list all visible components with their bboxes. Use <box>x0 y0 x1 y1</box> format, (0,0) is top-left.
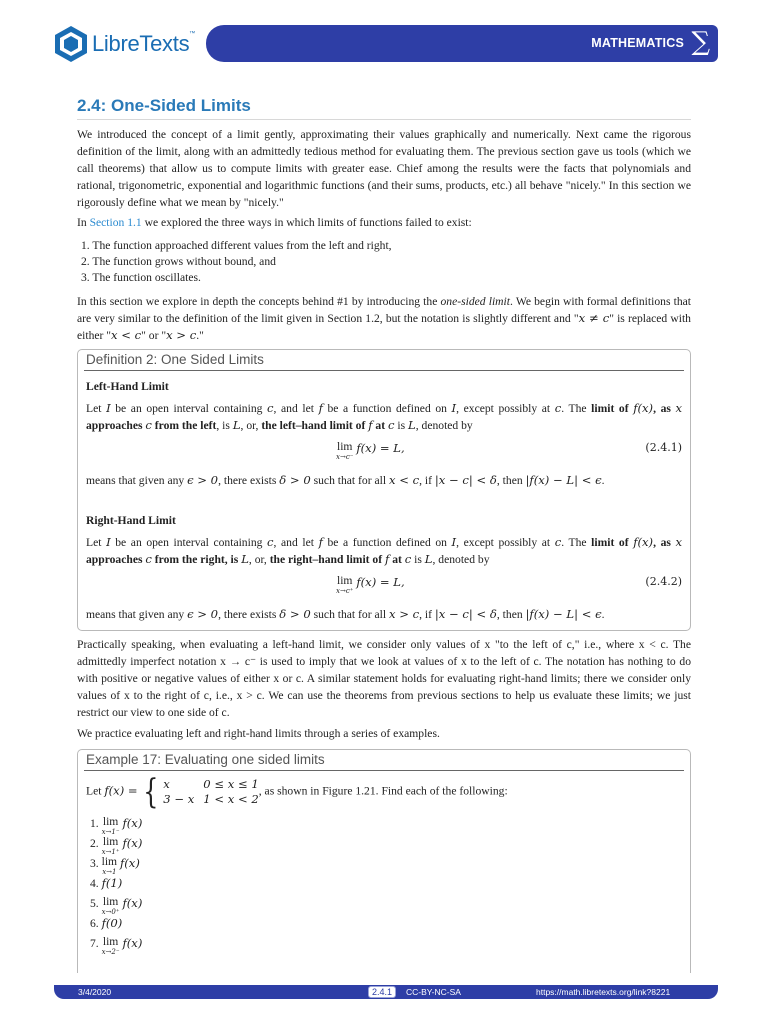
sigma-icon: ∑ <box>691 27 710 57</box>
left-hand-text: Let I be an open interval containing c, and let f be a function defined on I, except possibly at c. The limit of f(x), as x approaches c from the left, is L, or, the left–hand limit of f at c is L, denoted by <box>86 401 683 432</box>
failure-list <box>81 238 392 286</box>
practice-paragraph: We practice evaluating left and right-hand limits through a series of examples. <box>77 727 440 740</box>
intro-paragraph: We introduced the concept of a limit gently, approximating their values graphically and numerically. Next came the rigorous definition of the limit, along with an admittedly tedious method for evaluating them. The previous section gave us tools (which we call theorems) that allow us to compute limits with greater ease. Chief among the results were the facts that polynomials and rational, trigonometric, exponential and logarithmic functions (and their sums, products, etc.) all behave "nicely." In this section we rigorously define what we mean by "nicely." <box>77 128 691 209</box>
logo-text: LibreTexts™ <box>92 31 195 56</box>
source-link[interactable]: https://math.libretexts.org/link?8221 <box>536 987 671 997</box>
definition-box <box>77 349 691 631</box>
title-divider <box>77 119 691 120</box>
left-hand-equation: lim x→c⁻ f(x) = L, (2.4.1) <box>336 440 682 461</box>
footer-date: 3/4/2020 <box>78 987 112 997</box>
libretexts-hexagon-icon <box>54 25 88 63</box>
list-item: 2. The function grows without bound, and <box>81 255 276 268</box>
practical-paragraph: Practically speaking, when evaluating a left-hand limit, we consider only values of x "to the left of c," i.e., where x < c. The admittedly imperfect notation x → c⁻ is used to imply that we look at values of x to the left of c. The notation has nothing to do with positive or negative values of either x or c. A similar statement holds for evaluating right-hand limits; there we consider only values of x to the right of c, i.e., x > c. We can use the theorems from previous sections to help us evaluate these limits; we just restrict our view to one side of c. <box>77 638 691 719</box>
right-hand-heading: Right-Hand Limit <box>86 514 176 527</box>
definition-title: Definition 2: One Sided Limits <box>86 352 264 367</box>
list-item: 7. lim x→2⁻ f(x) <box>90 935 143 956</box>
list-item: 3. lim x→1 f(x) <box>90 855 140 876</box>
piecewise-definition: Let f(x) = { x 0 ≤ x ≤ 1 3 − x 1 < x < 2 , as shown in Figure 1.21. Find each of the following: <box>86 772 508 812</box>
page-title: 2.4: One-Sided Limits <box>77 96 251 115</box>
left-hand-meaning: means that given any ϵ > 0, there exists δ > 0 such that for all x < c, if |x − c| < δ, then |f(x) − L| < ϵ. <box>86 473 605 487</box>
list-item: 4. f(1) <box>90 876 123 890</box>
section-ref-paragraph: In Section 1.1 we explored the three ways in which limits of functions failed to exist: <box>77 216 472 229</box>
page-number-badge: 2.4.1 <box>368 986 396 998</box>
explore-paragraph: In this section we explore in depth the concepts behind #1 by introducing the one-sided limit. We begin with formal definitions that are very similar to the definition of the limit given in Section 1.2, but the notation is slightly different and "x ≠ c" is replaced with either "x < c" or "x > c." <box>77 295 691 342</box>
section-label: MATHEMATICS <box>591 36 684 50</box>
left-hand-heading: Left-Hand Limit <box>86 380 169 393</box>
list-item: 3. The function oscillates. <box>81 271 201 284</box>
equation-number: (2.4.2) <box>645 575 682 588</box>
list-item: 1. lim x→1⁻ f(x) <box>90 815 143 836</box>
libretexts-logo[interactable] <box>54 24 214 64</box>
right-hand-text: Let I be an open interval containing c, and let f be a function defined on I, except possibly at c. The limit of f(x), as x approaches c from the right, is L, or, the right–hand limit of f at c is L, denoted by <box>86 535 683 566</box>
section-1-1-link[interactable]: Section 1.1 <box>89 216 142 229</box>
license-label: CC-BY-NC-SA <box>406 987 461 997</box>
list-item: 6. f(0) <box>90 916 123 930</box>
list-item: 5. lim x→0⁺ f(x) <box>90 895 143 916</box>
example-title: Example 17: Evaluating one sided limits <box>86 752 325 767</box>
section-banner[interactable] <box>206 25 718 62</box>
example-list <box>90 816 142 956</box>
list-item: 2. lim x→1⁺ f(x) <box>90 835 143 856</box>
right-hand-meaning: means that given any ϵ > 0, there exists δ > 0 such that for all x > c, if |x − c| < δ, then |f(x) − L| < ϵ. <box>86 607 605 621</box>
equation-number: (2.4.1) <box>645 441 682 454</box>
list-item: 1. The function approached different values from the left and right, <box>81 239 392 252</box>
example-box <box>77 749 691 973</box>
right-hand-equation: lim x→c⁺ f(x) = L, (2.4.2) <box>336 574 682 595</box>
